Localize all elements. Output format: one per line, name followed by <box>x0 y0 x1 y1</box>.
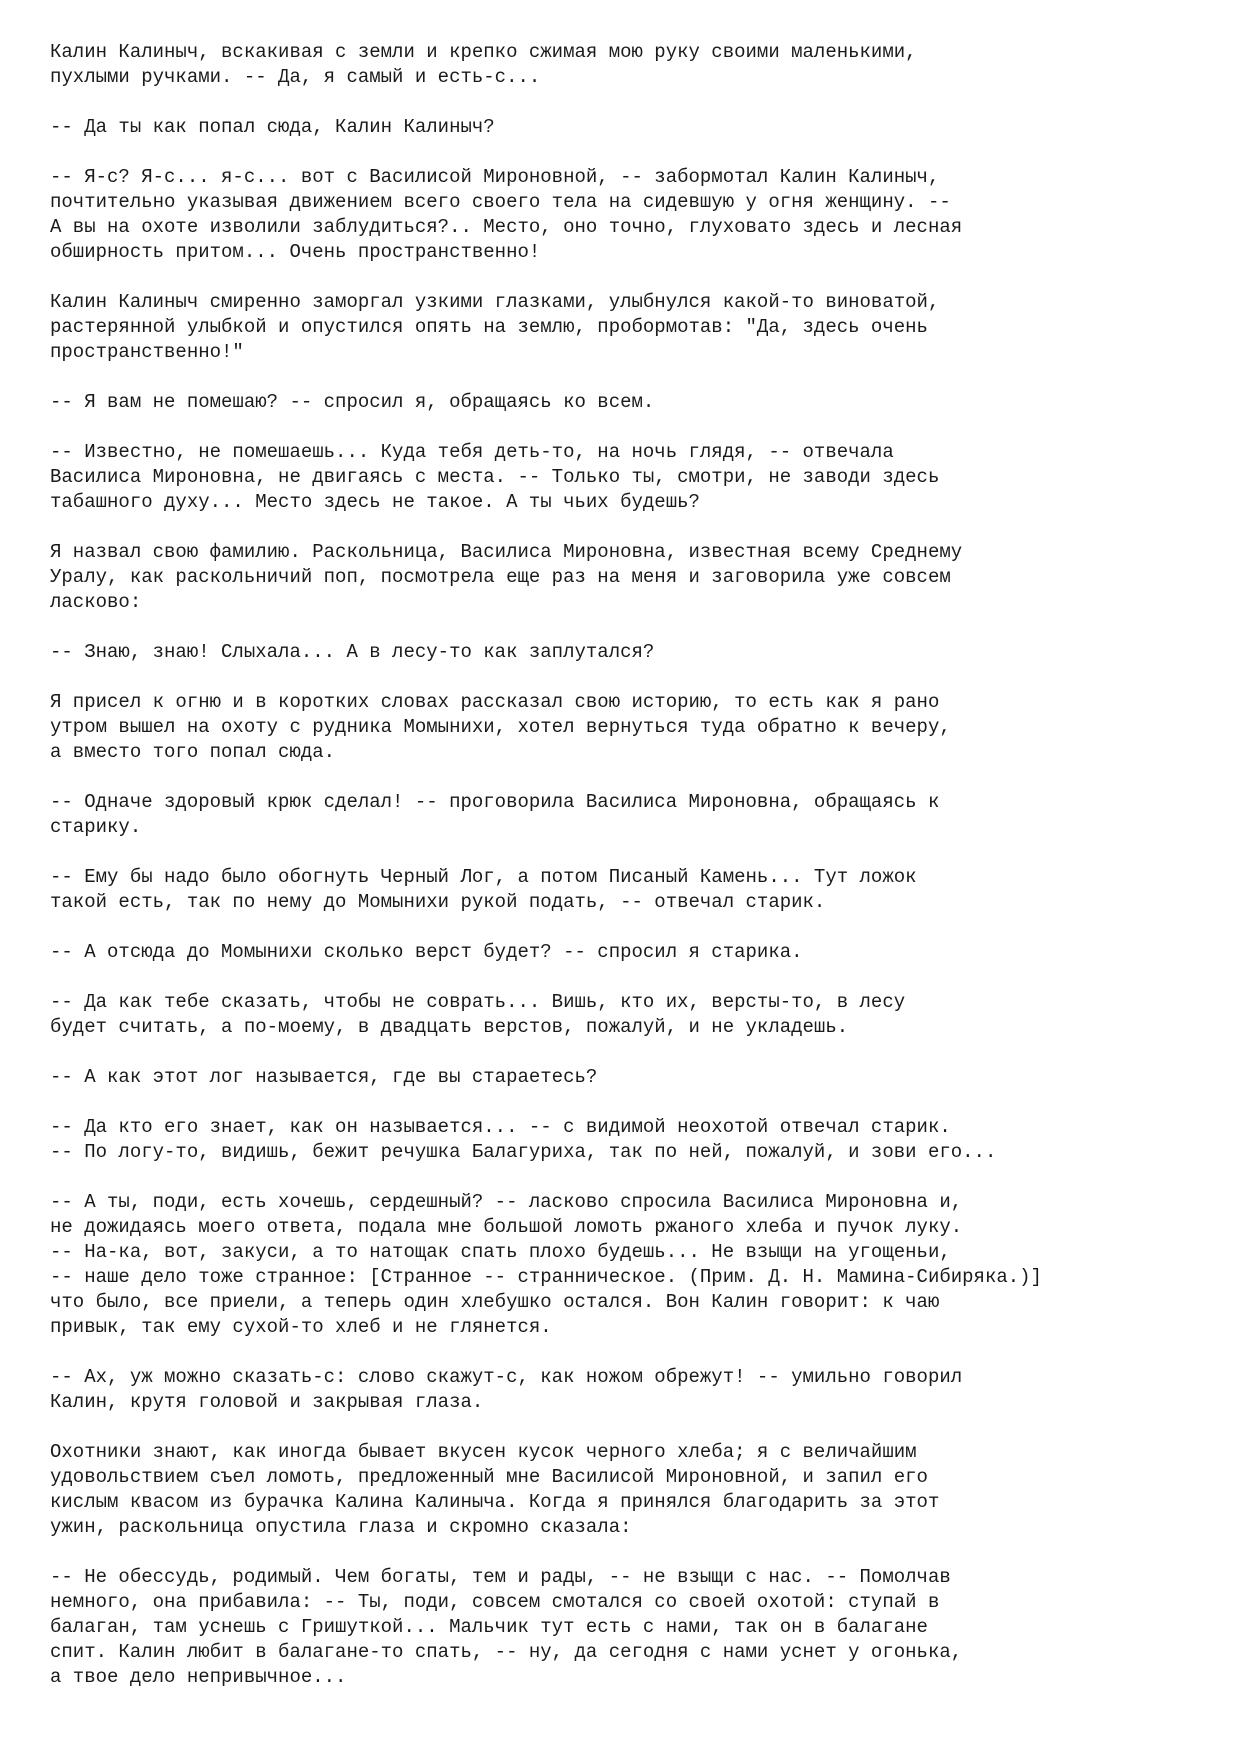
text-line: удовольствием съел ломоть, предложенный мне Василисой Мироновной, и запил его <box>50 1466 928 1488</box>
text-line: -- наше дело тоже странное: [Странное -- странническое. (Прим. Д. Н. Мамина-Сибиряка.)] <box>50 1266 1042 1288</box>
text-paragraph <box>50 865 1220 915</box>
text-line: пухлыми ручками. -- Да, я самый и есть-с... <box>50 66 541 88</box>
text-line: не дожидаясь моего ответа, подала мне большой ломоть ржаного хлеба и пучок луку. <box>50 1216 963 1238</box>
text-paragraph <box>50 40 1220 90</box>
text-paragraph <box>50 1115 1220 1165</box>
text-line: -- Я вам не помешаю? -- спросил я, обращаясь ко всем. <box>50 391 655 413</box>
text-paragraph <box>50 390 1220 415</box>
text-paragraph <box>50 1065 1220 1090</box>
text-paragraph <box>50 790 1220 840</box>
text-line: -- Одначе здоровый крюк сделал! -- проговорила Василиса Мироновна, обращаясь к <box>50 791 940 813</box>
text-paragraph <box>50 1440 1220 1540</box>
text-line: а твое дело непривычное... <box>50 1666 347 1688</box>
text-line: Калин Калиныч смиренно заморгал узкими глазками, улыбнулся какой-то виноватой, <box>50 291 940 313</box>
text-line: балаган, там уснешь с Гришуткой... Мальчик тут есть с нами, так он в балагане <box>50 1616 928 1638</box>
text-line: кислым квасом из бурачка Калина Калиныча. Когда я принялся благодарить за этот <box>50 1491 940 1513</box>
text-line: привык, так ему сухой-то хлеб и не глянется. <box>50 1316 552 1338</box>
text-paragraph <box>50 1365 1220 1415</box>
text-line: старику. <box>50 816 142 838</box>
text-line: будет считать, а по-моему, в двадцать верстов, пожалуй, и не укладешь. <box>50 1016 849 1038</box>
text-line: Калин, крутя головой и закрывая глаза. <box>50 1391 484 1413</box>
text-line: -- А как этот лог называется, где вы стараетесь? <box>50 1066 598 1088</box>
text-line: -- На-ка, вот, закуси, а то натощак спать плохо будешь... Не взыщи на угощеньи, <box>50 1241 951 1263</box>
text-paragraph <box>50 1565 1220 1690</box>
text-line: -- А ты, поди, есть хочешь, сердешный? -- ласково спросила Василиса Мироновна и, <box>50 1191 963 1213</box>
text-line: -- Я-с? Я-с... я-с... вот с Василисой Мироновной, -- забормотал Калин Калиныч, <box>50 166 940 188</box>
text-line: -- По логу-то, видишь, бежит речушка Балагуриха, так по ней, пожалуй, и зови его... <box>50 1141 997 1163</box>
text-line: А вы на охоте изволили заблудиться?.. Место, оно точно, глуховато здесь и лесная <box>50 216 963 238</box>
text-line: Василиса Мироновна, не двигаясь с места. -- Только ты, смотри, не заводи здесь <box>50 466 940 488</box>
text-paragraph <box>50 540 1220 615</box>
text-line: пространственно!" <box>50 341 244 363</box>
text-paragraph <box>50 165 1220 265</box>
text-line: ужин, раскольница опустила глаза и скромно сказала: <box>50 1516 632 1538</box>
text-line: табашного духу... Место здесь не такое. А ты чьих будешь? <box>50 491 700 513</box>
text-line: ласково: <box>50 591 142 613</box>
text-line: -- Да кто его знает, как он называется... -- с видимой неохотой отвечал старик. <box>50 1116 951 1138</box>
text-line: -- Ему бы надо было обогнуть Черный Лог, а потом Писаный Камень... Тут ложок <box>50 866 917 888</box>
text-line: -- А отсюда до Момынихи сколько верст будет? -- спросил я старика. <box>50 941 803 963</box>
text-line: Уралу, как раскольничий поп, посмотрела еще раз на меня и заговорила уже совсем <box>50 566 951 588</box>
text-line: -- Известно, не помешаешь... Куда тебя деть-то, на ночь глядя, -- отвечала <box>50 441 894 463</box>
text-line: -- Да как тебе сказать, чтобы не соврать... Вишь, кто их, версты-то, в лесу <box>50 991 906 1013</box>
document-page <box>50 40 1220 1715</box>
text-paragraph <box>50 290 1220 365</box>
text-line: обширность притом... Очень пространственно! <box>50 241 541 263</box>
text-line: -- Знаю, знаю! Слыхала... А в лесу-то как заплутался? <box>50 641 655 663</box>
text-line: -- Не обессудь, родимый. Чем богаты, тем и рады, -- не взыщи с нас. -- Помолчав <box>50 1566 951 1588</box>
text-line: немного, она прибавила: -- Ты, поди, совсем смотался со своей охотой: ступай в <box>50 1591 940 1613</box>
text-paragraph <box>50 115 1220 140</box>
text-paragraph <box>50 640 1220 665</box>
text-paragraph <box>50 990 1220 1040</box>
text-line: спит. Калин любит в балагане-то спать, -- ну, да сегодня с нами уснет у огонька, <box>50 1641 963 1663</box>
text-paragraph <box>50 940 1220 965</box>
text-line: Калин Калиныч, вскакивая с земли и крепко сжимая мою руку своими маленькими, <box>50 41 917 63</box>
text-line: Охотники знают, как иногда бывает вкусен кусок черного хлеба; я с величайшим <box>50 1441 917 1463</box>
text-paragraph <box>50 1190 1220 1340</box>
text-line: что было, все приели, а теперь один хлебушко остался. Вон Калин говорит: к чаю <box>50 1291 940 1313</box>
text-line: -- Ах, уж можно сказать-с: слово скажут-с, как ножом обрежут! -- умильно говорил <box>50 1366 963 1388</box>
text-paragraph <box>50 690 1220 765</box>
text-line: Я присел к огню и в коротких словах рассказал свою историю, то есть как я рано <box>50 691 940 713</box>
text-paragraph <box>50 440 1220 515</box>
text-line: а вместо того попал сюда. <box>50 741 336 763</box>
text-line: утром вышел на охоту с рудника Момынихи, хотел вернуться туда обратно к вечеру, <box>50 716 951 738</box>
text-line: такой есть, так по нему до Момынихи рукой подать, -- отвечал старик. <box>50 891 826 913</box>
text-line: -- Да ты как попал сюда, Калин Калиныч? <box>50 116 495 138</box>
text-line: растерянной улыбкой и опустился опять на землю, пробормотав: "Да, здесь очень <box>50 316 928 338</box>
text-line: Я назвал свою фамилию. Раскольница, Василиса Мироновна, известная всему Среднему <box>50 541 963 563</box>
text-line: почтительно указывая движением всего своего тела на сидевшую у огня женщину. -- <box>50 191 951 213</box>
